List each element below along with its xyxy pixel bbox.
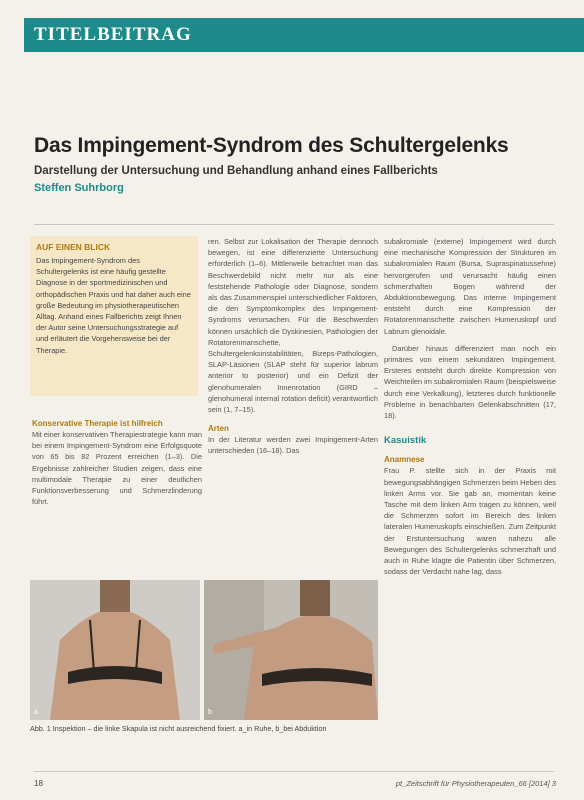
article-subtitle: Darstellung der Untersuchung und Behandlung anhand eines Fallberichts [34,165,438,177]
col3-text-1: subakromiale (externe) Impingement wird durch eine mechanische Kompression der Strukturen im subakromialen Raum (Bursa, Supraspinatussehne) hervorgerufen und verursacht häufig einen schmerzhaften Bogen während der Abduktionsbewegung. Das interne Impingement entsteht durch eine Kompression der Rotatorenmanschette zwischen Humeruskopf und Labrum glenoidale. [384,237,556,336]
column-2 [208,236,378,457]
figure-caption: Abb. 1 Inspektion – die linke Skapula ist nicht ausreichend fixiert. a_in Ruhe, b_bei Abduktion [30,724,327,733]
col3-subheading: Anamnese [384,455,425,465]
figure-photos [30,580,378,720]
photo-label-b: b [208,709,212,716]
abstract-heading: AUF EINEN BLICK [36,242,111,252]
col2-text-1: ren. Selbst zur Lokalisation der Therapie dennoch bewegen, ist eine differenzierte Untersuchung erforderlich (1–6). Mittlerweile betrachtet man das Beschwerdebild nicht mehr nur als eine feststehende Pathologie oder Diagnose, sondern als das Zusammenspiel unterschiedlicher Faktoren, die den Symptomkomplex des Impingement-Syndroms verursachen. Für die Beschwerden können ursächlich die Dyskinesien, Pathologien der Rotatorenmanschette, Schultergelenksinstabilitäten, Bizeps-Pathologien, SLAP-Läsionen (SLAP steht für superior labrum anterior to posterior) und ein Defizit der glenohumeralen Innenrotation (GIRD – glenohumeral internal rotation deficit) verantwortlich sein (1, 7–15). [208,237,378,415]
col3-text-2: Darüber hinaus differenziert man noch ein primäres von einem sekundären Impingement. Ersteres entsteht durch direkte Kompression von Weichteilen im subakromialen Raum (beispielsweise durch eine Verkalkung), letzteres durch funktionelle Probleme in benachbarten Gelenkabschnitten (17, 18). [384,343,556,421]
footer-divider [34,771,554,772]
back-rest-illustration [30,580,200,720]
col2-text-2: In der Literatur werden zwei Impingement-Arten unterschieden (16–18). Das [208,435,378,456]
article-author: Steffen Suhrborg [34,182,124,194]
column-3 [384,236,556,577]
photo-back-abduction [204,580,378,720]
page-number: 18 [34,779,43,788]
journal-reference: pt_Zeitschrift für Physiotherapeuten_66 [2014] 3 [395,779,556,788]
photo-label-a: a [34,709,38,716]
section-tag: TITELBEITRAG [34,24,192,45]
col2-heading: Arten [208,424,229,434]
article-title: Das Impingement-Syndrom des Schultergelenks [34,134,509,157]
column-1 [32,418,202,507]
back-abduction-illustration [204,580,378,720]
section-header-bar [24,18,584,52]
divider [34,224,554,225]
abstract-text: Das Impingement-Syndrom des Schultergelenks ist eine häufig gestellte Diagnose in der sportmedizinischen und orthopädischen Praxis und hat daher auch eine große Bedeutung im physiotherapeutischen Alltag. Anhand eines Fallberichts zeigt Ihnen der Autor seine Untersuchungsstrategie auf und erläutert die Vorgehensweise bei der Therapie. [36,256,191,355]
col1-text: Mit einer konservativen Therapiestrategie kann man bei einem Impingement-Syndrom eine Erfolgsquote von 65 bis 82 Prozent erreichen (1–3). Die Ergebnisse zahlreicher Studien zeigen, dass eine multimodale Therapie zu einer deutlichen Funktionsverbesserung und Schmerzlinderung führt. [32,430,202,507]
col3-text-3: Frau P. stellte sich in der Praxis mit bewegungsabhängigen Schmerzen beim Heben des linken Arms vor. Sie gab an, momentan keine Tasche mit dem linken Arm tragen zu können, weil die Schmerzen sofort im Bereich des linken lateralen Humeruskopfs einschießen. Zum Zeitpunkt der Erstuntersuchung waren nahezu alle Bewegungen des Schultergelenks schmerzhaft und auch in Ruhe klagte die Patientin über Schmerzen, sodass der Verdacht nahe lag, dass [384,466,556,577]
photo-back-rest [30,580,200,720]
col3-section-heading: Kasuistik [384,435,427,447]
col1-heading: Konservative Therapie ist hilfreich [32,419,163,428]
abstract-box [30,236,198,396]
